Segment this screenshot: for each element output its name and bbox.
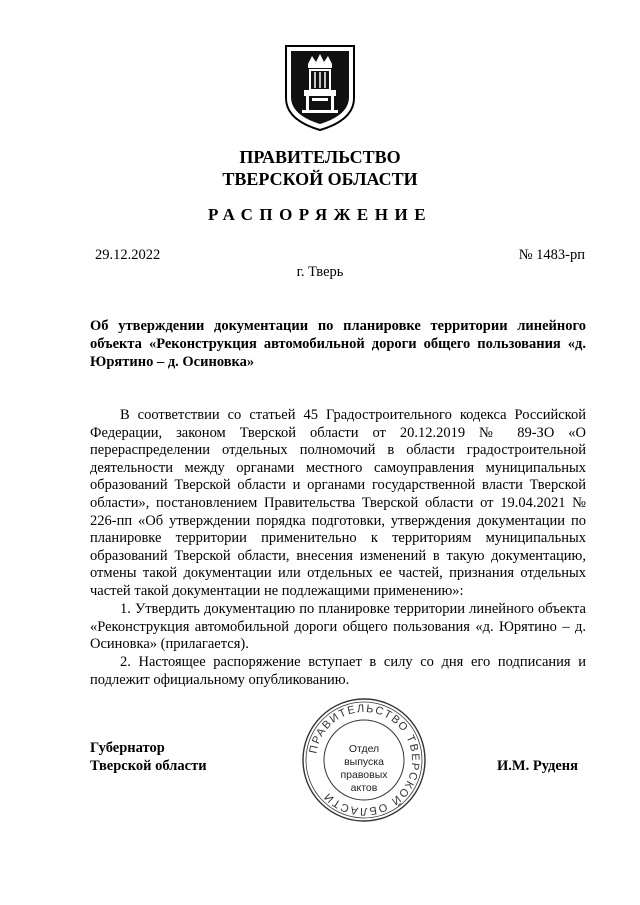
coat-of-arms-icon: [282, 42, 358, 132]
document-city: г. Тверь: [296, 264, 344, 280]
stamp-center-text: [327, 743, 401, 795]
stamp-line1: Отдел: [348, 743, 380, 755]
stamp-line2: выпуска: [344, 756, 384, 768]
government-title-line1: ПРАВИТЕЛЬСТВО: [239, 147, 401, 167]
body-paragraph-preamble: В соответствии со статьей 45 Градостроительного кодекса Российской Федерации, законом Тверской области от 20.12.2019 № 89-ЗО «О перераспределении отдельных полномочий в области градостроительной деятельности между органами местного самоуправления муниципальных образований Тверской области и органами государственной власти Тверской области», постановлением Правительства Тверской области от 19.04.2021 № 226-пп «Об утверждении порядка подготовки, утверждения документации по планировке территории применительно к территориям муниципальных образований Тверской области, внесения изменений в такую документацию, отмены такой документации или отдельных ее частей, признания отдельных частей такой документации не подлежащими применению»:: [90, 407, 586, 599]
document-type: РАСПОРЯЖЕНИЕ: [207, 205, 433, 224]
signer-name: И.М. Руденя: [497, 758, 579, 774]
document-subject: Об утверждении документации по планировке территории линейного объекта «Реконструкция автомобильной дороги общего пользования «д. Юрятино – д. Осиновка»: [90, 318, 586, 370]
document-number: № 1483-рп: [518, 247, 585, 263]
stamp-line4: актов: [350, 782, 378, 794]
signer-position-line2: Тверской области: [90, 758, 207, 774]
document-date: 29.12.2022: [95, 247, 161, 263]
stamp-line3: правовых: [340, 769, 388, 781]
stamp-ring-text: ПРАВИТЕЛЬСТВО ТВЕРСКОЙ ОБЛАСТИ: [307, 702, 422, 818]
body-paragraph-item-2: 2. Настоящее распоряжение вступает в силу со дня его подписания и подлежит официальному опубликованию.: [90, 654, 586, 688]
government-title-line2: ТВЕРСКОЙ ОБЛАСТИ: [222, 169, 418, 189]
body-paragraph-item-1: 1. Утвердить документацию по планировке территории линейного объекта «Реконструкция автомобильной дороги общего пользования «д. Юрятино – д. Осиновка» (прилагается).: [90, 601, 586, 653]
signer-position-line1: Губернатор: [90, 740, 165, 756]
